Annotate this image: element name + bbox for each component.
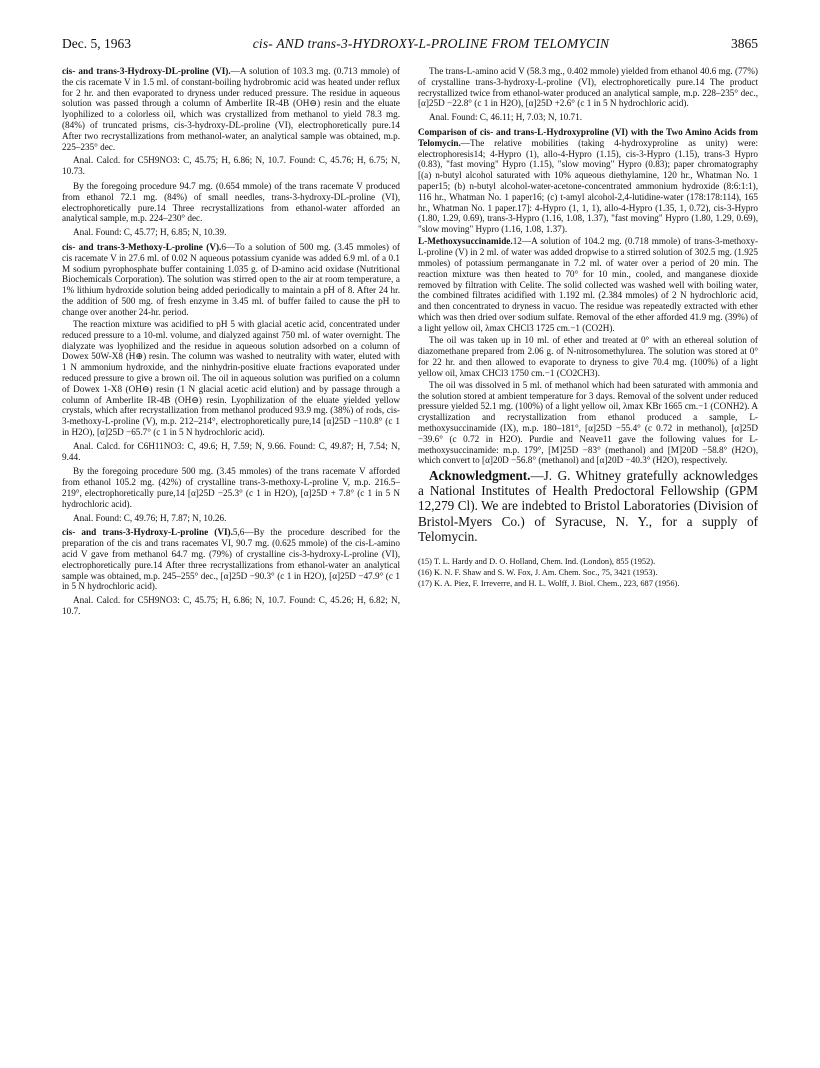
right-column xyxy=(418,66,758,589)
paragraph-text: 5,6—By the procedure described for the preparation of the cis and trans racemates VI, 90.7 mg. (0.625 mmole) of the cis-L-amino acid V gave from methanol 64.7 mg. (79%) of crystalline cis-3-hydroxy-L-proline (VI), electrophoretically pure.14 After three recrystallizations from ethanol-water an analytical sample was obtained, m.p. 245–255° dec., [α]25D −90.3° (c 1 in H2O), [α]25D −47.9° (c 1 in 5 N hydrochloric acid). xyxy=(62,527,400,592)
analysis-line: Anal. Calcd. for C5H9NO3: C, 45.75; H, 6.86; N, 10.7. Found: C, 45.76; H, 6.75; N, 10.73. xyxy=(62,155,400,177)
left-column xyxy=(62,66,400,621)
acknowledgment xyxy=(418,468,758,544)
paragraph xyxy=(62,66,400,152)
paragraph: The oil was taken up in 10 ml. of ether and treated at 0° with an ethereal solution of diazomethane prepared from 2.06 g. of N-nitrosomethylurea. The solution was stored at 0° for 22 hr. and then allowed to evaporate to dryness to give 70.4 mg. (100%) of a light yellow oil, λmax CHCl3 1750 cm.−1 (CO2CH3). xyxy=(418,335,758,378)
paragraph xyxy=(62,242,400,318)
page-number: 3865 xyxy=(730,36,758,51)
reference-item: (16) K. N. F. Shaw and S. W. Fox, J. Am. Chem. Soc., 75, 3421 (1953). xyxy=(418,568,658,578)
paragraph: The oil was dissolved in 5 ml. of methanol which had been saturated with ammonia and the solution stored at ambient temperature for 3 days. Removal of the solvent under reduced pressure yielded 52.1 mg. (100%) of a light yellow oil, λmax KBr 1665 cm.−1 (CONH2). A crystallization and recrystallization from ethanol produced a sample, L-methoxysuccinamide (IX), m.p. 180–181°, [α]25D −55.4° (c 0.72 in methanol), [α]25D −39.6° (c 0.72 in H2O). Purdie and Neave11 gave the following values for L-methoxysuccinamide: m.p. 179°, [M]25D −83° (methanol) and [M]20D −58.8° (H2O), which convert to [α]20D −56.8° (methanol) and [α]20D −40.3° (H2O), respectively. xyxy=(418,379,758,466)
analysis-line: Anal. Found: C, 45.77; H, 6.85; N, 10.39. xyxy=(73,227,227,238)
paragraph-text: —The relative mobilities (taking 4-hydroxyproline as unity) were: electrophoresis14; 4-Hypro (1), allo-4-Hypro (1.15), cis-3-Hypro (1.15), trans-3 Hypro (0.83), "fast moving" Hypro (1.15), "slow moving" Hypro (0.83); paper chromatography [(a) n-butyl alcohol saturated with 10% aqueous diethylamine, 120 hr., Whatman No. 1 paper15; (b) n-butyl alcohol-water-acetone-concentrated ammonium hydroxide (8:6:1:1), 116 hr., Whatman No. 1 paper16; (c) t-amyl alcohol-2,4-lutidine-water (178:178:114), 165 hr., Whatman No. 1 paper.17]: 4-Hypro (1, 1, 1), allo-4-Hypro (1.35, 1, 0.72), cis-3-Hypro (1.80, 1.29, 0.69), trans-3-Hypro (1.16, 1.08, 1.37), "fast moving" Hypro (1.80, 1.29, 0.69), "slow moving" Hypro (1.16, 1.08, 1.37). xyxy=(418,137,758,235)
paragraph xyxy=(418,236,758,333)
paragraph: By the foregoing procedure 94.7 mg. (0.654 mmole) of the trans racemate V produced from ethanol 72.1 mg. (84%) of small needles, trans-3-hydroxy-DL-proline (VI), electrophoretically pure.14 Three recrystallizations from ethanol-water afforded an analytical sample, m.p. 224–230° dec. xyxy=(62,180,400,224)
acknowledgment-heading: Acknowledgment. xyxy=(429,467,531,483)
reference-list xyxy=(418,556,758,589)
section-heading: cis- and trans-3-Hydroxy-L-proline (VI). xyxy=(62,527,233,538)
paragraph-text: 12—A solution of 104.2 mg. (0.718 mmole) of trans-3-methoxy-L-proline (V) in 2 ml. of water was added dropwise to a stirred solution of 302.5 mg. (1.925 mmoles) of potassium permanganate in 7.2 ml. of water over a period of 20 min. The reaction mixture was then heated to 70° for 10 min., cooled, and manganese dioxide removed by filtration with Celite. The solid collected was washed well with boiling water, the combined filtrates acidified with 1.192 ml. (2.384 mmoles) of 2 N hydrochloric acid, and then concentrated to dryness in vacuo. The residue was repeatedly extracted with ether which was then dried over sodium sulfate. Removal of the ether afforded 41.9 mg. (39%) of a light yellow oil, λmax CHCl3 1725 cm.−1 (CO2H). xyxy=(418,236,758,333)
reference-item: (17) K. A. Piez, F. Irreverre, and H. L. Wolff, J. Biol. Chem., 223, 687 (1956). xyxy=(418,579,680,589)
acknowledgment-text: —J. G. Whitney gratefully acknowledges a National Institutes of Health Predoctoral Fellowship (GPM 12,279 Cl). We are indebted to Bristol Laboratories (Division of Bristol-Myers Co.) of Syracuse, N. Y., for a supply of Telomycin. xyxy=(418,467,758,544)
issue-date: Dec. 5, 1963 xyxy=(62,36,131,51)
analysis-line: Anal. Calcd. for C6H11NO3: C, 49.6; H, 7.59; N, 9.66. Found: C, 49.87; H, 7.54; N, 9.44. xyxy=(62,440,400,462)
section-heading: Comparison of cis- and trans-L-Hydroxyproline (VI) with the Two Amino Acids from Telomycin. xyxy=(418,126,758,148)
paragraph: By the foregoing procedure 500 mg. (3.45 mmoles) of the trans racemate V afforded from ethanol 105.2 mg. (42%) of crystalline trans-3-methoxy-L-proline V, m.p. 216.5–219°, electrophoretically pure,14 [α]25D −25.3° (c 1 in H2O), [α]25D + 7.8° (c 1 in 5 N hydrochloric acid). xyxy=(62,466,400,509)
paragraph xyxy=(62,527,400,592)
section-heading: L-Methoxysuccinamide. xyxy=(418,236,513,247)
article-running-title: cis- AND trans-3-HYDROXY-L-PROLINE FROM TELOMYCIN xyxy=(252,36,610,51)
reference-item: (15) T. L. Hardy and D. O. Holland, Chem. Ind. (London), 855 (1952). xyxy=(418,557,656,567)
paragraph-text: 6—To a solution of 500 mg. (3.45 mmoles) of cis racemate V in 27.6 ml. of 0.02 N aqueous potassium cyanide was added 6.9 ml. of a 0.1 M sodium pyrophosphate buffer containing 1.035 g. of D-amino acid oxidase (Nutritional Biochemicals Corporation). The solution was stirred open to the air at room temperature, a 1% lithium hydroxide solution being added periodically to maintain a pH of 8. After 24 hr. the addition of 500 mg. of fresh enzyme in 3.45 ml. of buffer failed to cause the pH to change over another 24-hr. period. xyxy=(62,241,400,317)
paragraph xyxy=(418,127,758,235)
running-head xyxy=(62,36,758,54)
paragraph-text: —A solution of 103.3 mg. (0.713 mmole) of the cis racemate V in 1.5 ml. of constant-boiling hydrobromic acid was heated under reflux for 2 hr. and then evaporated to dryness under reduced pressure. The residue in aqueous solution was passed through a column of Amberlite IR-4B (OH⊖) resin and the eluate lyophilized to a colorless oil, which was crystallized from methanol to yield 78.3 mg. (84%) of truncated prisms, cis-3-hydroxy-DL-proline (VI), electrophoretically pure.14 After two recrystallizations from methanol-water, an analytical sample was obtained, m.p. 225–235° dec. xyxy=(62,66,400,152)
section-heading: cis- and trans-3-Hydroxy-DL-proline (VI). xyxy=(62,66,231,76)
analysis-line: Anal. Found: C, 49.76; H, 7.87; N, 10.26. xyxy=(73,512,227,523)
paragraph: The trans-L-amino acid V (58.3 mg., 0.402 mmole) yielded from ethanol 40.6 mg. (77%) of crystalline trans-3-hydroxy-L-proline (VI), electrophoretically pure.14 The product recrystallized twice from ethanol-water produced an analytical sample, m.p. 228–235° dec., [α]25D −22.8° (c 1 in H2O), [α]25D +2.6° (c 1 in 5 N hydrochloric acid). xyxy=(418,66,758,109)
analysis-line: Anal. Found: C, 46.11; H, 7.03; N, 10.71. xyxy=(429,112,583,123)
section-heading: cis- and trans-3-Methoxy-L-proline (V). xyxy=(62,241,222,252)
paragraph: The reaction mixture was acidified to pH 5 with glacial acetic acid, concentrated under reduced pressure to a 10-ml. volume, and dialyzed against 750 ml. of water overnight. The dialyzate was lyophilized and the residue in aqueous solution adsorbed on a column of Dowex 50W-X8 (H⊕) resin. The column was washed to neutrality with water, eluted with 1 N ammonium hydroxide, and the ninhydrin-positive eluate fractions evaporated under reduced pressure to give a brown oil. The oil in aqueous solution was purified on a column of Dowex 1-X8 (OH⊖) resin (1 N glacial acetic acid elution) and by passage through a column of Amberlite IR-4B (OH⊖) resin. Lyophilization of the eluate yielded yellow crystals, which after recrystallization from methanol produced 93.9 mg. (38%) of rods, cis-3-methoxy-L-proline (V), m.p. 212–214°, electrophoretically pure,14 [α]25D −110.8° (c 1 in H2O), [α]25D −65.7° (c 1 in 5 N hydrochloric acid). xyxy=(62,319,400,437)
analysis-line: Anal. Calcd. for C5H9NO3: C, 45.75; H, 6.86; N, 10.7. Found: C, 45.26; H, 6.82; N, 10.7. xyxy=(62,595,400,616)
